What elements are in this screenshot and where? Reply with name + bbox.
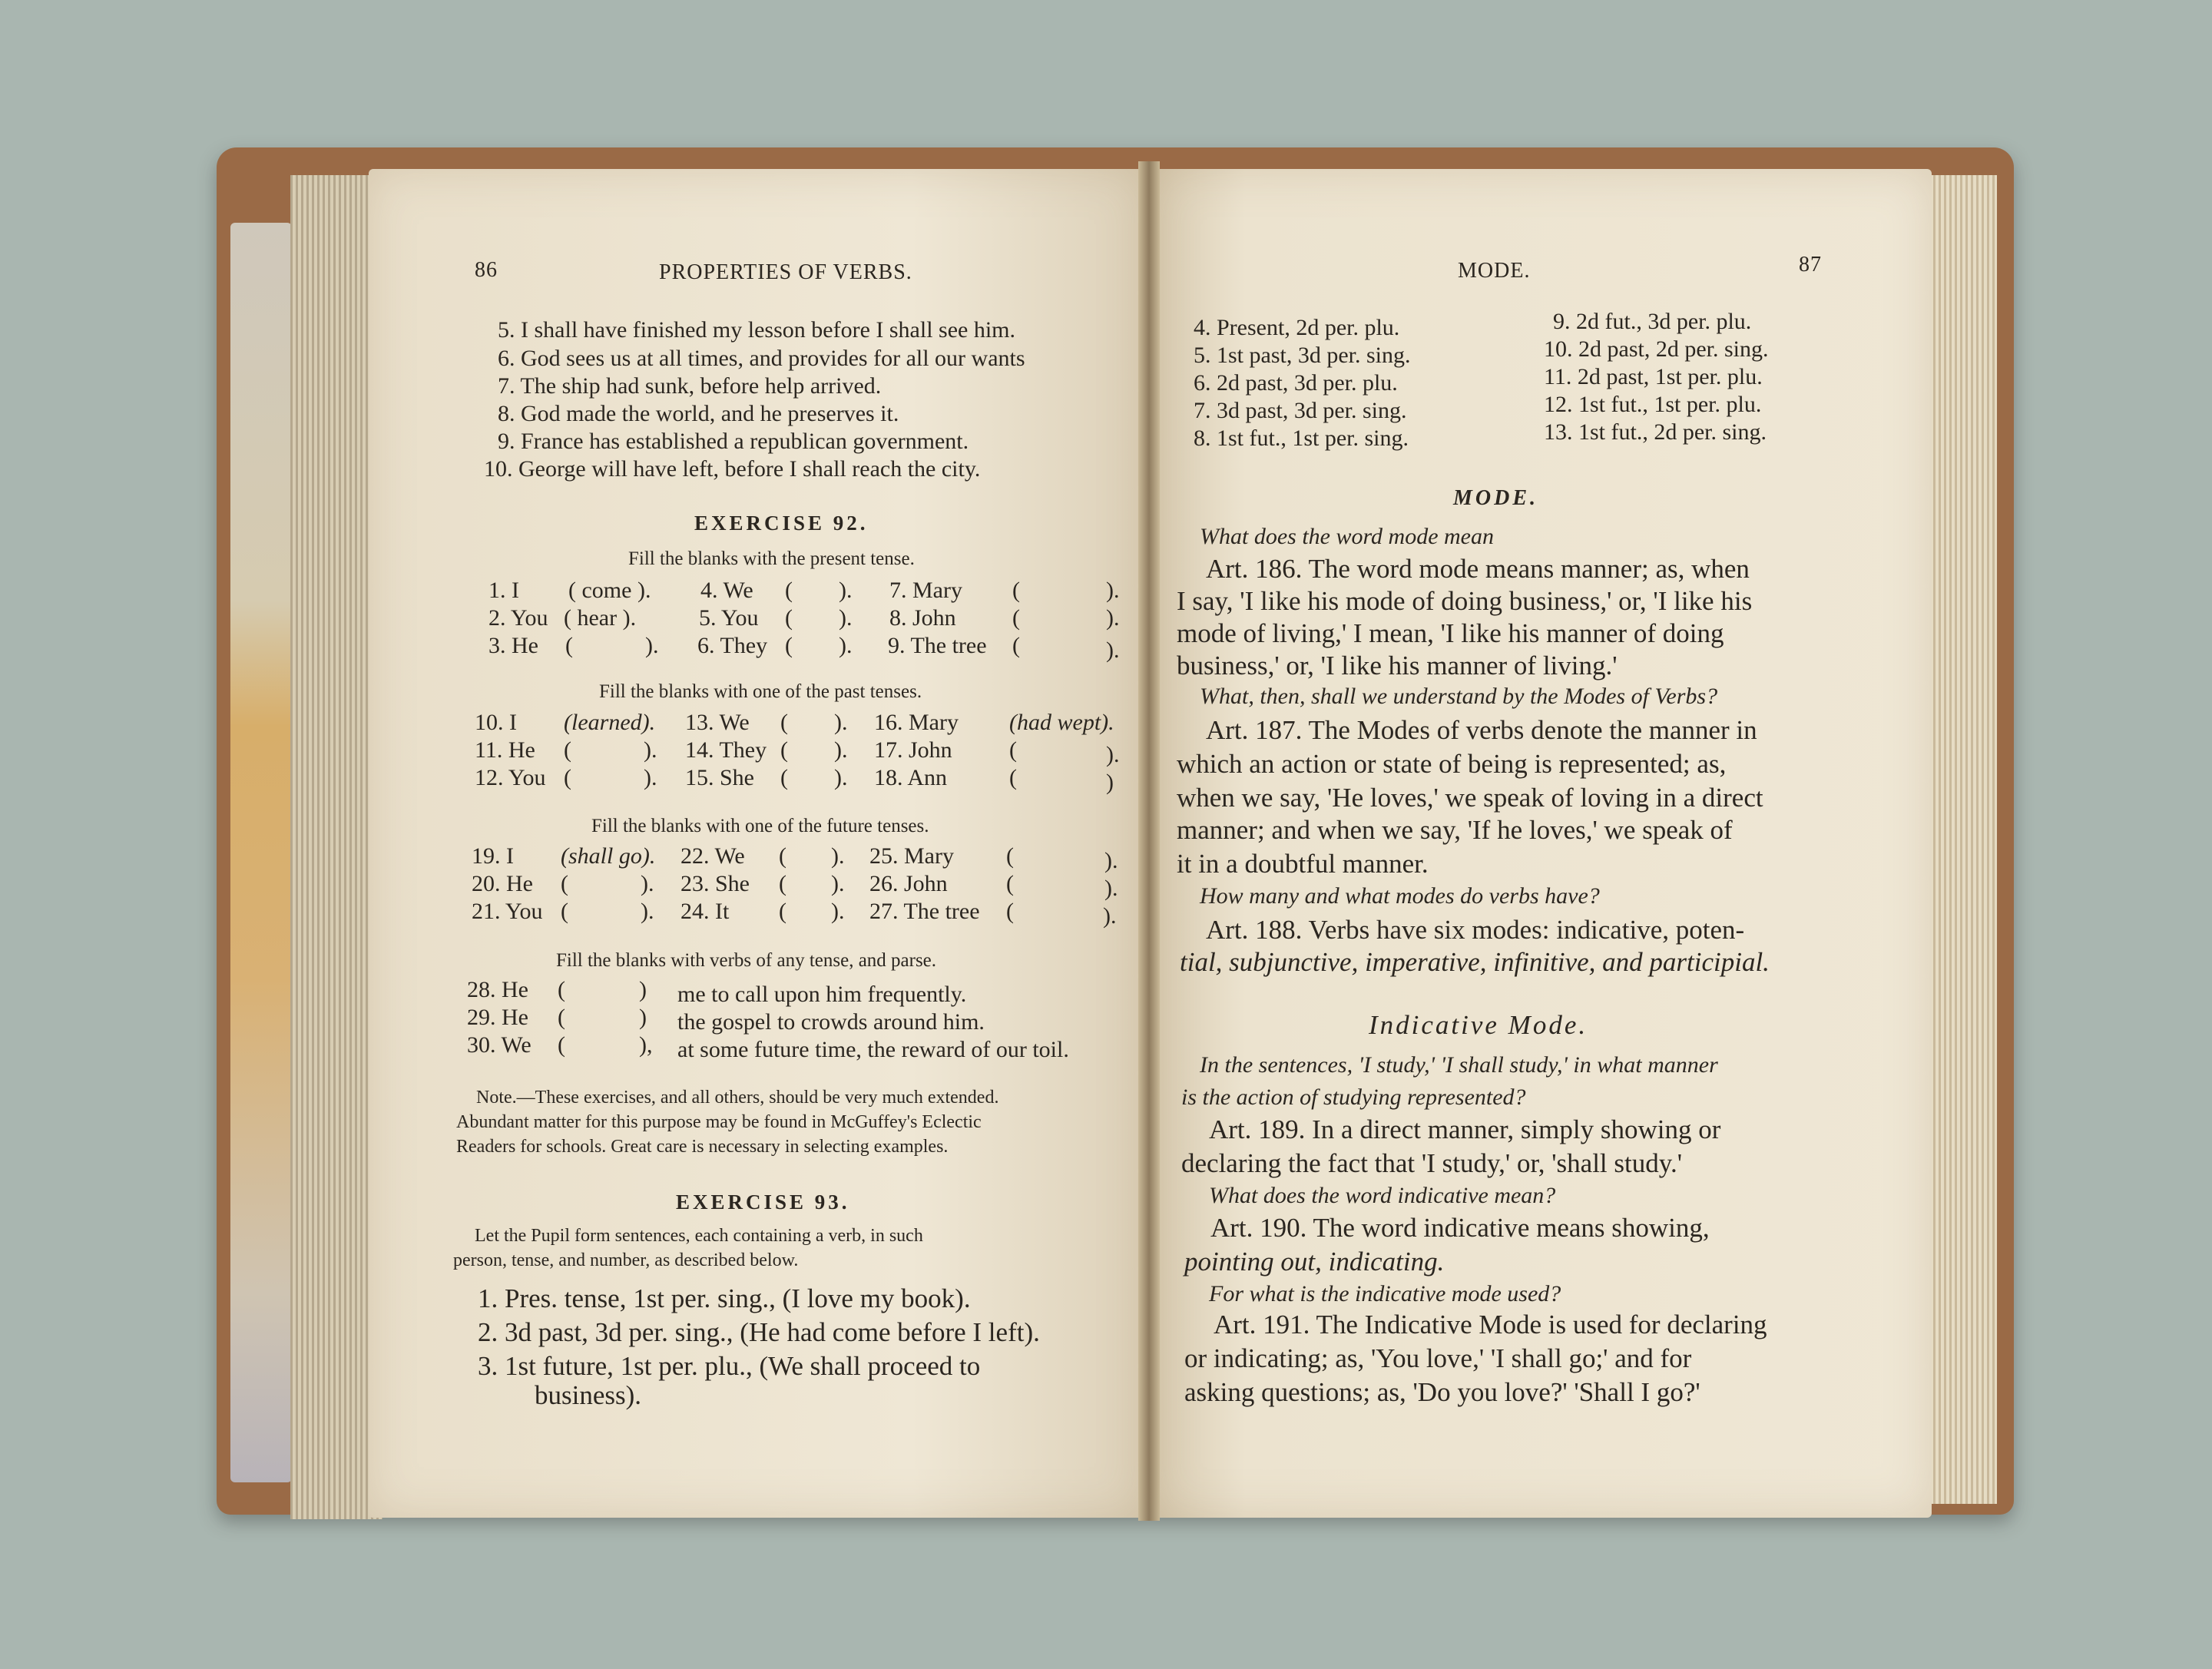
blank-item: ). <box>1106 605 1120 631</box>
blank-item: ( <box>1006 899 1014 924</box>
blank-item: ( <box>780 737 788 763</box>
blank-item: ). <box>1104 848 1118 873</box>
note-line: Readers for schools. Great care is necessary in selecting examples. <box>456 1137 949 1157</box>
article-line: I say, 'I like his mode of doing business,' or, 'I like his <box>1177 586 1753 616</box>
blank-item: 21. You <box>472 899 543 924</box>
book-gutter <box>1138 161 1160 1521</box>
article-line: declaring the fact that 'I study,' or, 'shall study.' <box>1181 1148 1683 1178</box>
blank-item: ). <box>1106 742 1120 767</box>
list-item: 8. 1st fut., 1st per. sing. <box>1194 426 1409 451</box>
exercise-title: EXERCISE 93. <box>676 1190 850 1214</box>
list-item: 10. 2d past, 2d per. sing. <box>1544 336 1769 362</box>
blank-item: 5. You <box>699 605 759 631</box>
blank-item: 1. I <box>488 578 519 603</box>
blank-item: ) <box>639 977 647 1002</box>
question: For what is the indicative mode used? <box>1209 1281 1561 1306</box>
right-page-edges <box>1928 175 1997 1504</box>
blank-item: ( hear ). <box>564 605 637 631</box>
numbered-line: business). <box>535 1380 642 1410</box>
list-item: 13. 1st fut., 2d per. sing. <box>1544 419 1767 445</box>
blank-item: (had wept). <box>1009 710 1114 735</box>
blank-item: ( <box>1006 871 1014 896</box>
blank-item: ). <box>839 605 853 631</box>
blank-item: ). <box>831 843 845 869</box>
text-line: 10. George will have left, before I shall reach the city. <box>484 456 981 482</box>
blank-item: ), <box>639 1032 653 1058</box>
list-item: 7. 3d past, 3d per. sing. <box>1194 398 1407 423</box>
list-item: 6. 2d past, 3d per. plu. <box>1194 370 1398 396</box>
article-line: pointing out, indicating. <box>1184 1247 1445 1277</box>
blank-item: ). <box>641 871 654 896</box>
text-line: 6. God sees us at all times, and provides for all our wants <box>498 346 1025 371</box>
article-line: mode of living,' I mean, 'I like his manner of doing <box>1177 618 1724 648</box>
article-line: Art. 186. The word mode means manner; as, when <box>1206 554 1750 584</box>
blank-item: ). <box>834 765 848 790</box>
running-head: PROPERTIES OF VERBS. <box>659 260 912 284</box>
article-line: when we say, 'He loves,' we speak of loving in a direct <box>1177 783 1763 813</box>
blank-item: ). <box>834 710 848 735</box>
blank-item: ). <box>644 765 657 790</box>
blank-item: ). <box>641 899 654 924</box>
blank-item: ( <box>564 737 571 763</box>
blank-item: me to call upon him frequently. <box>677 982 967 1007</box>
blank-item: ( <box>561 899 568 924</box>
blank-item: ( <box>780 765 788 790</box>
instruction: Fill the blanks with one of the past tenses. <box>599 681 922 702</box>
blank-item: 25. Mary <box>869 843 954 869</box>
blank-item: ) <box>1106 770 1114 795</box>
article-line: which an action or state of being is represented; as, <box>1177 749 1727 779</box>
blank-item: 16. Mary <box>874 710 959 735</box>
blank-item: ). <box>1103 903 1117 929</box>
numbered-line: 2. 3d past, 3d per. sing., (He had come before I left). <box>478 1317 1040 1347</box>
blank-item: 8. John <box>889 605 956 631</box>
instruction: Fill the blanks with the present tense. <box>628 548 915 569</box>
blank-item: 10. I <box>475 710 517 735</box>
blank-item: 13. We <box>685 710 750 735</box>
article-line: Art. 188. Verbs have six modes: indicative, poten- <box>1206 915 1745 945</box>
list-item: 5. 1st past, 3d per. sing. <box>1194 343 1411 368</box>
question: In the sentences, 'I study,' 'I shall study,' in what manner <box>1200 1052 1718 1078</box>
blank-item: ( <box>780 710 788 735</box>
instruction: person, tense, and number, as described below. <box>453 1250 799 1270</box>
exercise-title: EXERCISE 92. <box>694 512 869 535</box>
blank-item: 7. Mary <box>889 578 962 603</box>
subsection-title: Indicative Mode. <box>1369 1010 1588 1040</box>
blank-item: 24. It <box>680 899 730 924</box>
blank-item: ( <box>564 765 571 790</box>
blank-item: ( <box>558 977 565 1002</box>
running-head: MODE. <box>1458 259 1531 283</box>
blank-item: 17. John <box>874 737 952 763</box>
blank-item: ( <box>1009 737 1017 763</box>
article-line: Art. 189. In a direct manner, simply showing or <box>1209 1114 1721 1144</box>
blank-item: ). <box>644 737 657 763</box>
question: What does the word mode mean <box>1200 524 1494 549</box>
worn-spine-strip <box>230 223 292 1482</box>
numbered-line: 1. Pres. tense, 1st per. sing., (I love my book). <box>478 1283 971 1313</box>
blank-item: 12. You <box>475 765 546 790</box>
text-line: 7. The ship had sunk, before help arrived. <box>498 373 882 399</box>
text-line: 8. God made the world, and he preserves it. <box>498 401 899 426</box>
blank-item: ( <box>561 871 568 896</box>
blank-item: 9. The tree <box>888 633 987 658</box>
list-item: 9. 2d fut., 3d per. plu. <box>1553 309 1752 334</box>
text-line: 9. France has established a republican government. <box>498 429 969 454</box>
blank-item: 19. I <box>472 843 514 869</box>
blank-item: ( <box>565 633 573 658</box>
blank-item: at some future time, the reward of our toil. <box>677 1037 1069 1062</box>
text-line: 5. I shall have finished my lesson before I shall see him. <box>498 317 1016 343</box>
section-title: MODE. <box>1453 486 1539 510</box>
blank-item: ). <box>839 633 853 658</box>
blank-item: ( <box>558 1005 565 1030</box>
blank-item: 27. The tree <box>869 899 980 924</box>
blank-item: 30. We <box>467 1032 531 1058</box>
blank-item: ) <box>639 1005 647 1030</box>
blank-item: 6. They <box>697 633 768 658</box>
blank-item: 4. We <box>700 578 753 603</box>
blank-item: 26. John <box>869 871 948 896</box>
note-line: Abundant matter for this purpose may be found in McGuffey's Eclectic <box>456 1112 982 1132</box>
article-line: tial, subjunctive, imperative, infinitive, and participial. <box>1180 947 1770 977</box>
instruction: Let the Pupil form sentences, each containing a verb, in such <box>475 1226 923 1246</box>
note-line: Note.—These exercises, and all others, should be very much extended. <box>476 1088 999 1108</box>
blank-item: ( <box>785 578 793 603</box>
article-line: asking questions; as, 'Do you love?' 'Shall I go?' <box>1184 1377 1700 1407</box>
question: is the action of studying represented? <box>1181 1085 1526 1110</box>
question: What, then, shall we understand by the Modes of Verbs? <box>1200 684 1718 709</box>
blank-item: (learned). <box>564 710 656 735</box>
blank-item: ( <box>779 871 786 896</box>
article-line: it in a doubtful manner. <box>1177 849 1429 879</box>
blank-item: ). <box>834 737 848 763</box>
blank-item: 23. She <box>680 871 750 896</box>
blank-item: the gospel to crowds around him. <box>677 1009 985 1035</box>
blank-item: ( <box>1012 578 1020 603</box>
article-line: Art. 191. The Indicative Mode is used for declaring <box>1214 1310 1767 1340</box>
blank-item: 2. You <box>488 605 548 631</box>
blank-item: ( <box>785 605 793 631</box>
blank-item: 14. They <box>685 737 767 763</box>
article-line: manner; and when we say, 'If he loves,' we speak of <box>1177 815 1733 845</box>
article-line: Art. 187. The Modes of verbs denote the manner in <box>1206 715 1757 745</box>
blank-item: ). <box>645 633 659 658</box>
blank-item: 20. He <box>472 871 533 896</box>
numbered-line: 3. 1st future, 1st per. plu., (We shall proceed to <box>478 1351 981 1381</box>
instruction: Fill the blanks with one of the future tenses. <box>591 816 929 836</box>
blank-item: 11. He <box>475 737 535 763</box>
blank-item: 22. We <box>680 843 745 869</box>
list-item: 11. 2d past, 1st per. plu. <box>1544 364 1763 389</box>
blank-item: ( <box>785 633 793 658</box>
question: What does the word indicative mean? <box>1209 1183 1556 1208</box>
blank-item: ). <box>1104 876 1118 901</box>
article-line: Art. 190. The word indicative means showing, <box>1210 1213 1710 1243</box>
blank-item: ( <box>779 899 786 924</box>
article-line: business,' or, 'I like his manner of living.' <box>1177 651 1618 681</box>
blank-item: 28. He <box>467 977 528 1002</box>
blank-item: ( <box>1009 765 1017 790</box>
page-number: 86 <box>475 258 498 282</box>
blank-item: (shall go). <box>561 843 656 869</box>
list-item: 12. 1st fut., 1st per. plu. <box>1544 392 1762 417</box>
blank-item: ( <box>1012 605 1020 631</box>
question: How many and what modes do verbs have? <box>1200 883 1600 909</box>
blank-item: 3. He <box>488 633 538 658</box>
blank-item: 29. He <box>467 1005 528 1030</box>
blank-item: 18. Ann <box>874 765 948 790</box>
blank-item: ( <box>779 843 786 869</box>
blank-item: ). <box>831 871 845 896</box>
blank-item: ( <box>1006 843 1014 869</box>
blank-item: ( come ). <box>568 578 651 603</box>
blank-item: ). <box>1106 578 1120 603</box>
article-line: or indicating; as, 'You love,' 'I shall go;' and for <box>1184 1343 1692 1373</box>
instruction: Fill the blanks with verbs of any tense, and parse. <box>556 950 937 971</box>
blank-item: ). <box>839 578 853 603</box>
page-number: 87 <box>1799 253 1822 277</box>
blank-item: ( <box>1012 633 1020 658</box>
blank-item: ). <box>831 899 845 924</box>
blank-item: 15. She <box>685 765 754 790</box>
blank-item: ). <box>1106 637 1120 663</box>
blank-item: ( <box>558 1032 565 1058</box>
list-item: 4. Present, 2d per. plu. <box>1194 315 1400 340</box>
